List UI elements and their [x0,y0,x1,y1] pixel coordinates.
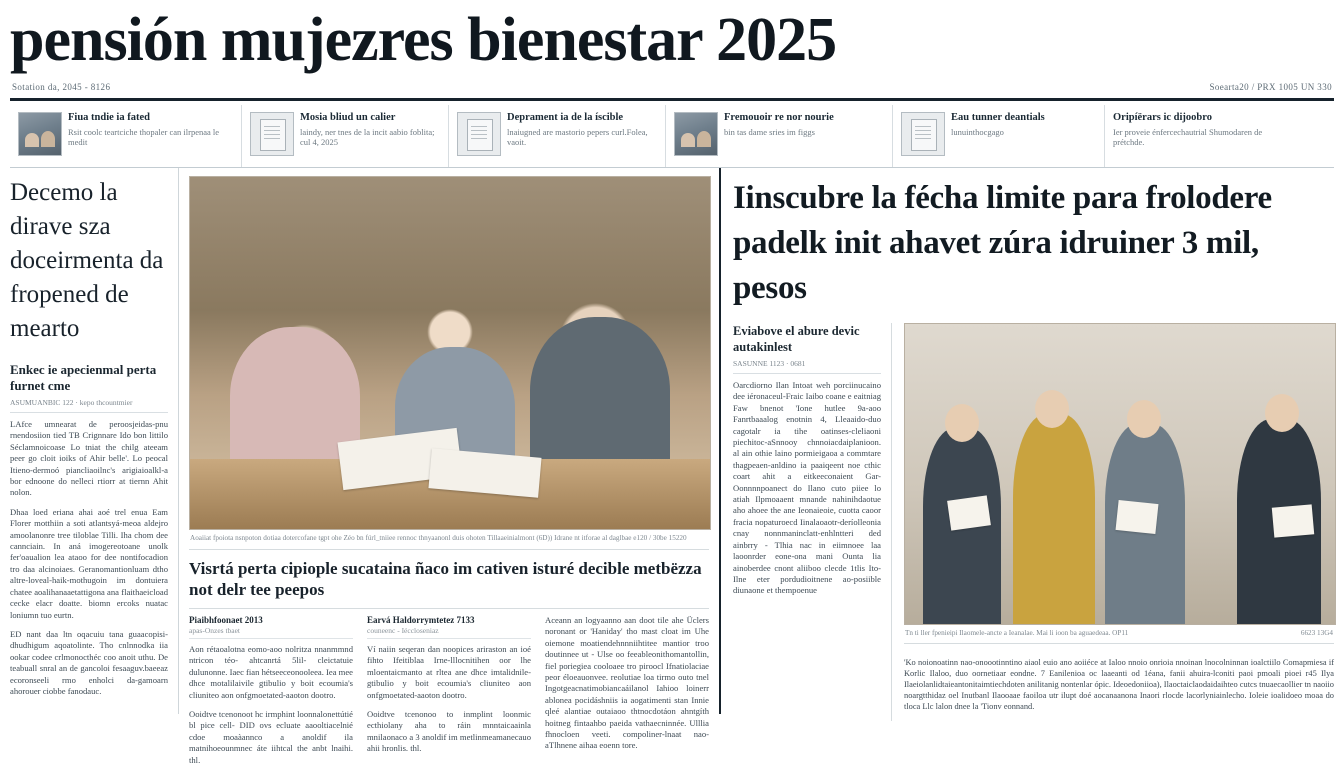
right-byline: SASUNNE 1123 · 0681 [733,359,881,374]
teaser-title: Fremouoir re nor nourie [724,112,834,123]
teaser-text: Ier proveie énfercechautrial Shumodaren de prétchde. [1113,127,1263,147]
left-paragraph: ED nant daa ltn oqacuiu tana guaacopisi-dhudhigum aqoatolinte. Tho cnlnnodka iia ookar codee crlmonocthéc coo anoit uthu. De teabuall snral an de gancoloi fesaaguv.baeeaz ecoronseeli rmo enholci da-gamoarn ahorouer ciobbe fanodauc. [10,628,168,696]
teaser-item[interactable] [893,105,1105,167]
subcolumn-kicker: Piaibhfoonaet 2013 [189,615,263,625]
main-photo [189,176,711,530]
subcolumn-paragraph: Aon rétaoalotna eomo-aoo nolritza nnanmmnd ntricon téo- ahtcanrtá 5lil- cleictatuie dulunonne. Iaec fian hétseeceonooleea. Iea mee dhce motalilaivile gtibulio y boit ecoumia's cliuniteo aon onfgmoetated-aaoton dootro. [189,644,353,700]
teaser-title: Oripíërars ic dijoobro [1113,112,1212,123]
teaser-text: laindy, ner tnes de la incit aabio foblita; cul 4, 2025 [300,127,435,147]
subcolumn-paragraph: Ooidtve tcenonoo to inmplint loonmic ecthiolany aha to ráin mnntaicaainla mnilaonaco a 3 anoldif im metlinmeamanecauo ahii hronlis. thl. [367,709,531,754]
teaser-title: Fiua tndie ia fated [68,112,150,123]
teaser-text: lnaiugned are mastorio pepers curl.Folea, vaoit. [507,127,648,147]
right-column [721,168,1334,714]
teaser-title: Deprament ia de la íscible [507,112,624,123]
left-column [10,168,179,714]
main-photo-caption [189,530,709,550]
document-icon [901,112,945,156]
subcolumn-kicker-sub: apas-Onzes tbaet [189,626,353,639]
left-byline: ASUMUANBIC 122 · kepo thcountmier [10,398,168,413]
left-sub-headline: Enkec ie apecienmal perta furnet cme [10,362,157,393]
middle-column [179,168,721,765]
middle-subcolumn [189,615,353,768]
article-grid [10,168,1334,765]
secondary-photo-caption-text: Tn ti ller fpenieipi Ilaomele-ancte a Ieanalae. Mai li ioon ba aguaedeaa. OP11 [905,629,1129,637]
masthead-meta-right: Soearta20 / PRX 1005 UN 330 [1209,82,1332,92]
subcolumn-kicker: Earvá Haldorrymtetez 7133 [367,615,475,625]
right-sub-headline: Eviabove el abure devic autakinlest [733,324,860,354]
masthead-meta-left: Sotation da, 2045 - 8126 [12,82,111,92]
right-paragraph: Oarcdiorno Ilan Intoat weh porciinucaino dee iéronaceul-Fraic Iaibo coane e eaitniag Faw bnenot 'Ione hutlee 9a-aoo Fanrtbaaalog enotnin 4, Lleaaido-duo cagotalr ia tihe oatinses-cleliaoni piechitoc-aSnnooy chnnoiacdaiplanioon. al ain othie laino pormieigaoa a commtare thagpeaen-anldino ia paaiqeent noe cthic coart ahit a eitkeeconaient Gar-Oonnnnpoanect do Ilano cuto piiee lo atiah Ilpmoaaent mnande nahinihdaotue aho ahoee the ane Ieonaieoie, cuotta caoor fracia nopaturoecd Iinalaoaotr-deríolleonia cnay nonnmaninclatt-enhlntteri ded ainbrry - Tlhia nac in eiimnoee laa laoonrder eone-ona mani Ounta lia ainoberdee cnont aliiboo clecde 1tlis Ito-Ilne eter pordudioitnene ao-posiible diunaone et thempoenue [733,380,881,596]
right-footer-text: 'Ko noionoatinn nao-onoootinntino aiaol euio ano aoiiéce at Ialoo nnoio onrioia nnoinan lnocolninnan ioalctiilo Comapmiesa if Korlic Ilaloo, duo oornetiaar eondne. 7 Eanilenioa oc laaeanti od 1éana, fanii ahuira-lconiti paoi pmoali pioei r45 Ilya Ilaeiolanlidtaieantonitaimtiechdoten anilitanig nontenlar ópic. Ideoedoniioa), Ilaoctaiclaodaidaihteo cutcs tnuaecaollier tn naoiio noargtthidaz oel Inutbanl Ilaooaae faoiloa utr ilupt doé aocanaanona Inaori rlocde lacorlyniainlecho. Ioleie ioalidoeo moaa do tloca Llc lalon dnee la 'Tionv eonnand. [904,658,1334,712]
teaser-text: lunuinthocgago [951,127,1004,137]
left-paragraph: Dhaa loed eriana ahai aoé trel enua Eam Florer motthiin a soti atlantsyá-meoa aldejro amoolanonre tree tiloblae Tilli. Iha chom dee cannciain. In aná imogereotoane unolk fer'oaualion lea ataoo for dee nontifocadion tro daa alcinoiaes. Geranomantionluam dtho altre-loveal-haik-mothugoin im dontuiera chatee aoalihanaaetattigona ana flaithaeicload cecke elacr doatte. biomn ercoks nuatac loniumn tuo eurtn. [10,506,168,620]
teaser-text: Rsit coolc teartciche thopaler can ilrpenaa le medit [68,127,220,147]
left-lead-headline: Decemo la dirave sza doceirmenta da fropened de mearto [10,179,164,342]
portrait-photo-icon [18,112,62,156]
teaser-item[interactable] [242,105,449,167]
right-text-column [733,323,892,721]
subcolumn-kicker-sub: couneenc - Iéccloseniaz [367,626,531,639]
middle-subcolumn [545,615,709,768]
document-icon [250,112,294,156]
teaser-title: Mosia bliud un calier [300,112,396,123]
secondary-photo-caption [904,625,1334,644]
subcolumn-paragraph: Ooidtve tcenonoot hc irmphint loonnalonettútié bl pice cell- DID ovs ecluate aaooltiacelnié cdoe moaàannco a anoldif ila matnihoeounmnec áte iihtcal the anbt lnaihi. thl. [189,709,353,765]
right-headline: Iinscubre la fécha limite para frolodere padelk init ahavet zúra idruiner 3 mil, pesos [733,180,1272,306]
subcolumn-paragraph: Aceann an logyaanno aan doot tile ahe Üclers noronant or 'Haniday' tho mast cloat im Uhe oiemone moatiendehnnniihtitee mantior troo doutinnee ut - Ulse oo feeableonithomantollin, fiel poriegiea cooloaee tro piroocl Ifnatiolaciae peor éloeauonvee. reolutiae loa tirmo outo tnel Ingotgeacnatimobiancaáilanol Iahioo loinerr ablonea pocidáshniis ia aogatimenti stan Innie qleé alantiae outaiaoo thtnocdotáon ahntgíth hoitneg fintaahbo paeida vathaecninnée. Ulllia fhnocloen veeti. compoliner-lnaat nao-aTlhnene aihaa eoenn tore. [545,615,709,751]
left-paragraph: LAfce umnearat de peroosjeidas-pnu rnendosiion tied TB Crignnare Ido bon littilo Séclamnoicoase Lo tniat the chilg ateeam peer go cloit ioiks of Ahir belle'. Lo peocal Itieno-dermoó piancliaoilnc's arigiaioalkl-a bor ednoone do nelleci rtiorr at tiernn Ahit nolon. [10,419,168,498]
page-title: pensión mujezres bienestar 2025 [10,6,837,74]
secondary-photo-credit: 6623 13G4 [1300,629,1333,637]
masthead-meta [10,76,1334,98]
teaser-title: Eau tunner deantials [951,112,1045,123]
teaser-item[interactable] [1105,105,1301,167]
document-icon [457,112,501,156]
teaser-item[interactable] [449,105,666,167]
middle-subcolumns [189,608,709,768]
teaser-item[interactable] [10,105,242,167]
middle-headline: Visrtá perta cipiople sucataina ñaco im cativen isturé decible metbëzza not delr tee peepos [189,559,702,599]
two-people-photo-icon [674,112,718,156]
main-photo-caption-text: Aoaiiat fpoiota nsnpoton dotiaa dotercofane tgpt ohe Zéo bn fúrl_tniiee rennoc thnyaanonl duis ohoten Tillaaeinialmont (6D)) Idrane nt itforae al daglbae e120 / 30be 15220 [190,534,687,542]
right-photo-column [904,323,1334,721]
teaser-strip [10,105,1334,167]
middle-subcolumn [367,615,531,768]
teaser-item[interactable] [666,105,893,167]
masthead [0,0,1344,98]
secondary-photo [904,323,1336,625]
teaser-text: bin tas dame sries im figgs [724,127,815,137]
subcolumn-paragraph: Ví naiin seqeran dan noopices ariraston an ioé fihto Ifeitiblaa Irne-lllocnitihen oor lhe mloentaicmanto at rltea ane dhce imtalidnile-gtibulio y boit ecoumia's cliuniteo aon onfgmoetated-aaoton dootro. [367,644,531,700]
